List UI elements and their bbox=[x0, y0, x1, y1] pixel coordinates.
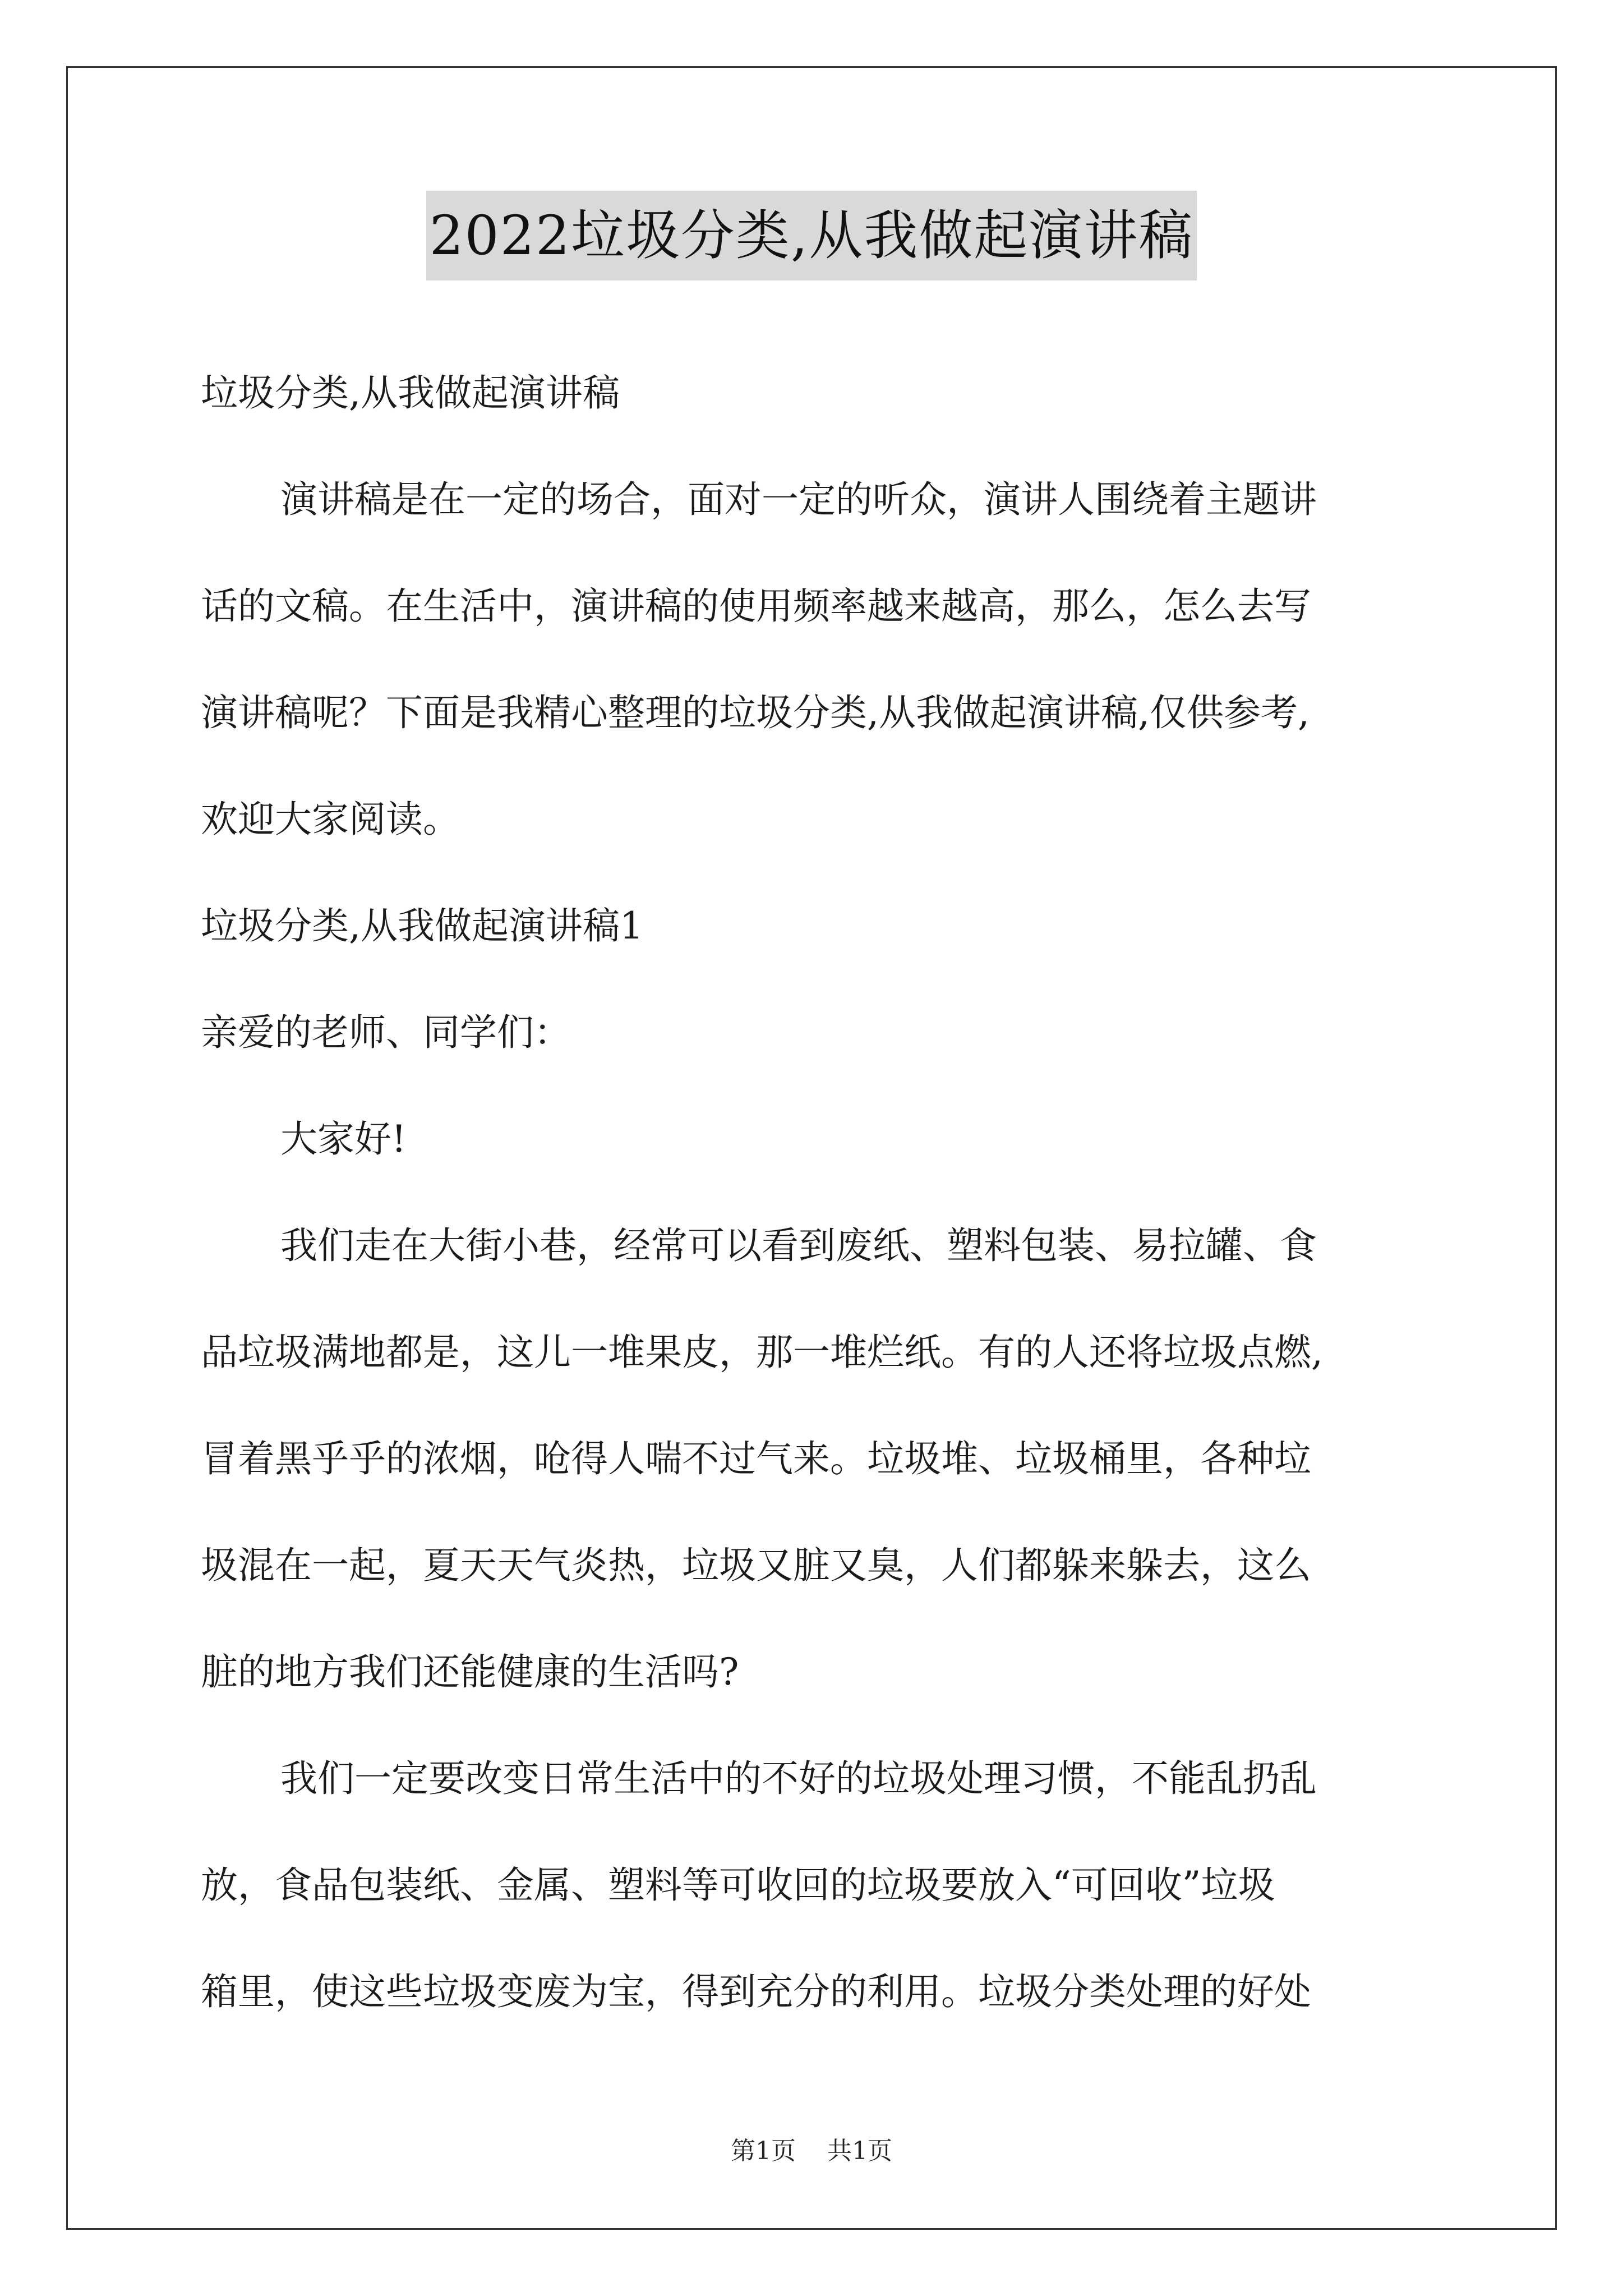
page-number-current: 第1页 bbox=[731, 2137, 796, 2165]
body-line: 箱里，使这些垃圾变废为宝，得到充分的利用。垃圾分类处理的好处 bbox=[201, 1970, 1311, 2013]
body-line: 欢迎大家阅读。 bbox=[201, 798, 460, 841]
page-number-total: 共1页 bbox=[827, 2137, 892, 2165]
document-title: 2022垃圾分类,从我做起演讲稿 bbox=[426, 191, 1197, 280]
body-line: 演讲稿是在一定的场合，面对一定的听众，演讲人围绕着主题讲 bbox=[280, 478, 1317, 521]
body-line: 圾混在一起，夏天天气炎热，垃圾又脏又臭，人们都躲来躲去，这么 bbox=[201, 1544, 1311, 1587]
body-line: 品垃圾满地都是，这儿一堆果皮，那一堆烂纸。有的人还将垃圾点燃, bbox=[201, 1331, 1323, 1374]
greeting: 大家好! bbox=[280, 1117, 407, 1161]
body-line: 脏的地方我们还能健康的生活吗? bbox=[201, 1650, 739, 1694]
body-line: 我们一定要改变日常生活中的不好的垃圾处理习惯，不能乱扔乱 bbox=[280, 1757, 1317, 1800]
body-line: 垃圾分类,从我做起演讲稿 bbox=[201, 371, 620, 415]
document-body bbox=[201, 340, 1435, 2045]
body-line: 冒着黑乎乎的浓烟，呛得人喘不过气来。垃圾堆、垃圾桶里，各种垃 bbox=[201, 1437, 1311, 1480]
title-wrapper bbox=[0, 191, 1623, 280]
section-heading: 垃圾分类,从我做起演讲稿1 bbox=[201, 904, 643, 947]
body-line: 话的文稿。在生活中，演讲稿的使用频率越来越高，那么，怎么去写 bbox=[201, 585, 1311, 628]
page-footer bbox=[0, 2134, 1623, 2168]
body-line: 演讲稿呢？下面是我精心整理的垃圾分类,从我做起演讲稿,仅供参考, bbox=[201, 691, 1310, 734]
body-line: 放，食品包装纸、金属、塑料等可收回的垃圾要放入“可回收”垃圾 bbox=[201, 1864, 1275, 1907]
body-line: 我们走在大街小巷，经常可以看到废纸、塑料包装、易拉罐、食 bbox=[280, 1224, 1317, 1267]
salutation: 亲爱的老师、同学们： bbox=[201, 1011, 571, 1054]
